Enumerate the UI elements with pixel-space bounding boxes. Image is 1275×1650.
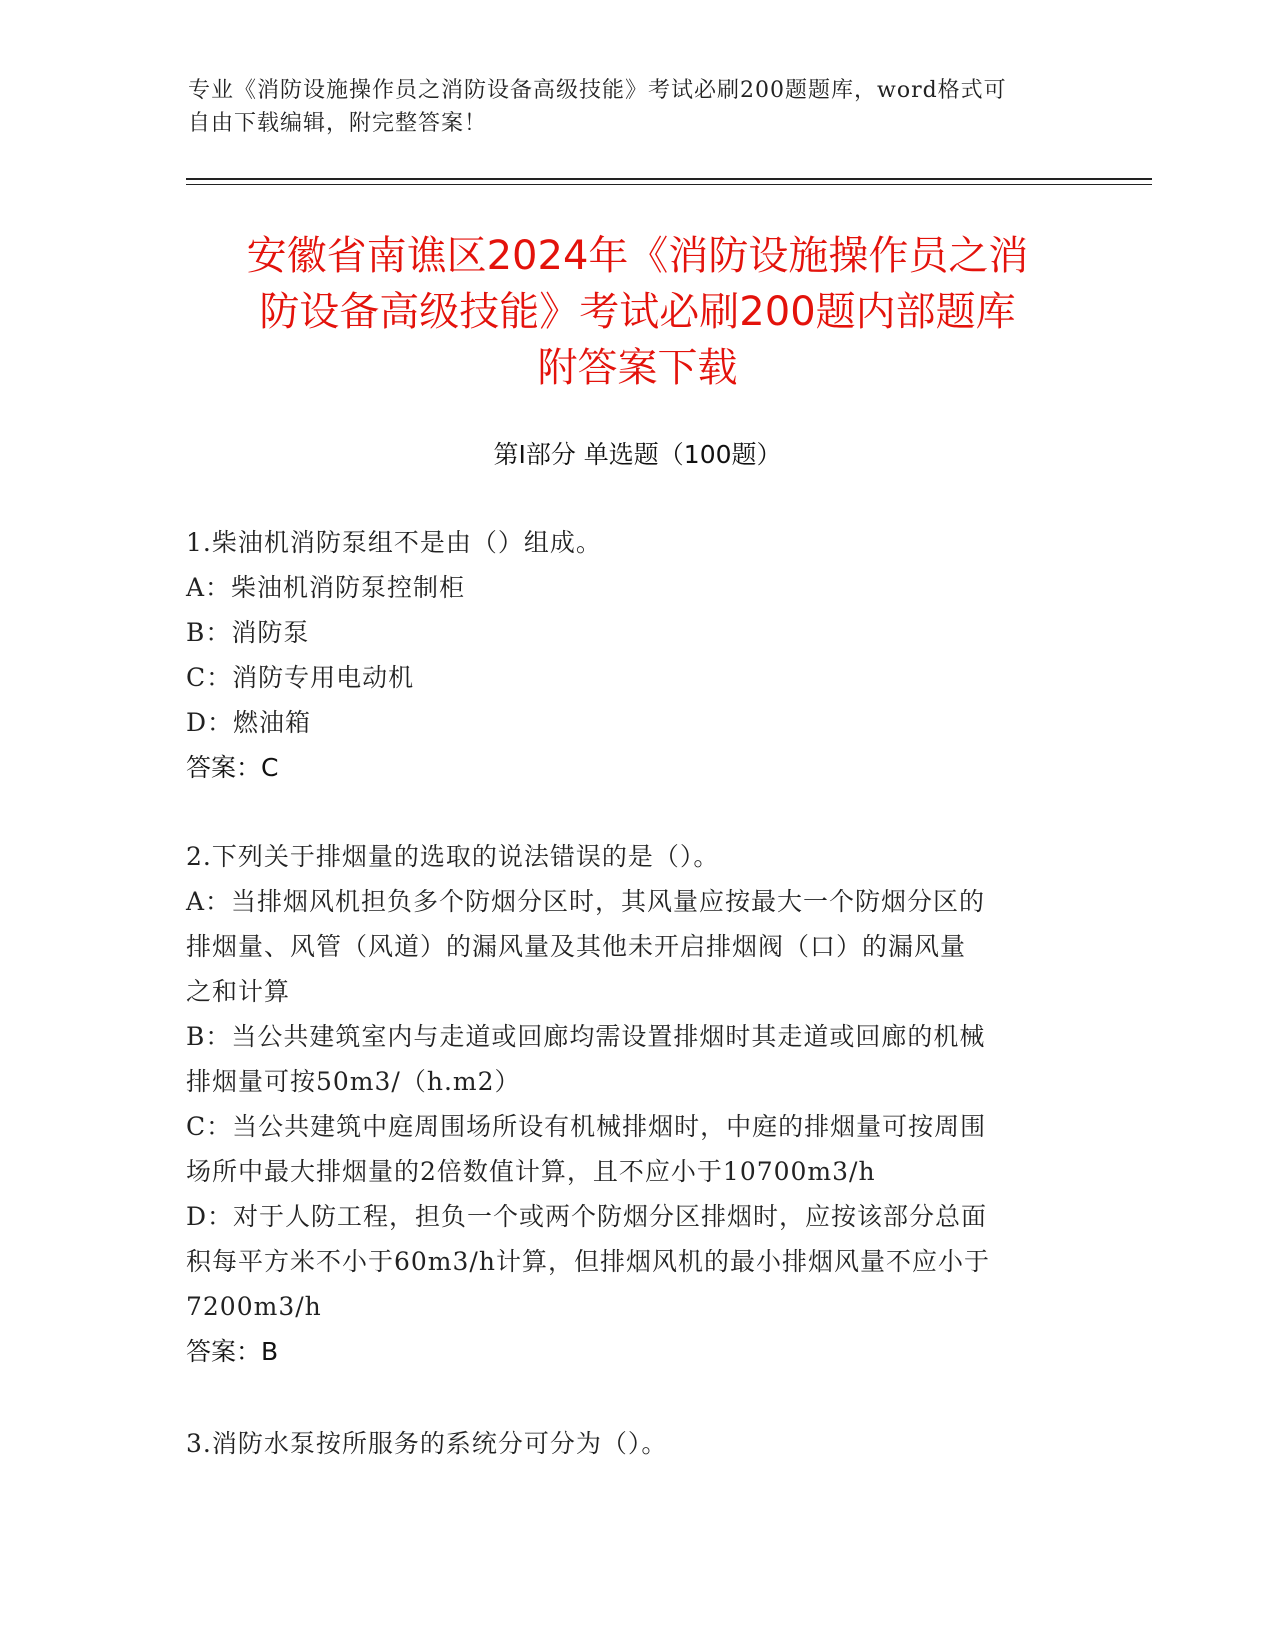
question-option: B：当公共建筑室内与走道或回廊均需设置排烟时其走道或回廊的机械 [186, 1022, 986, 1051]
question-option: C：消防专用电动机 [186, 663, 415, 692]
section-title: 第Ⅰ部分 单选题（100题） [493, 440, 782, 469]
question-option: A：当排烟风机担负多个防烟分区时，其风量应按最大一个防烟分区的 [186, 887, 986, 916]
question-stem: 1.柴油机消防泵组不是由（）组成。 [186, 528, 602, 557]
header-note [188, 74, 1088, 140]
header-divider [186, 178, 1152, 180]
question-option: 积每平方米不小于60m3/h计算，但排烟风机的最小排烟风量不应小于 [186, 1247, 990, 1276]
title-line: 防设备高级技能》考试必刷200题内部题库 [259, 289, 1016, 335]
question-option: D：对于人防工程，担负一个或两个防烟分区排烟时，应按该部分总面 [186, 1202, 988, 1231]
header-divider-thin [186, 184, 1152, 185]
question-answer: 答案：B [186, 1337, 279, 1366]
question-stem: 3.消防水泵按所服务的系统分可分为（）。 [186, 1429, 668, 1458]
question-option: B：消防泵 [186, 618, 310, 647]
question-option: A：柴油机消防泵控制柜 [186, 573, 466, 602]
title-line: 安徽省南谯区2024年《消防设施操作员之消 [246, 233, 1029, 279]
question-option: 排烟量可按50m3/（h.m2） [186, 1067, 521, 1096]
document-title [170, 228, 1105, 396]
question-option: D：燃油箱 [186, 708, 312, 737]
title-line: 附答案下载 [537, 345, 738, 391]
question-answer: 答案：C [186, 753, 279, 782]
question-stem: 2.下列关于排烟量的选取的说法错误的是（）。 [186, 842, 720, 871]
header-note-line: 自由下载编辑，附完整答案！ [188, 111, 488, 136]
question-option: 7200m3/h [186, 1292, 322, 1321]
question-option: 排烟量、风管（风道）的漏风量及其他未开启排烟阀（口）的漏风量 [186, 932, 967, 961]
question-option: C：当公共建筑中庭周围场所设有机械排烟时，中庭的排烟量可按周围 [186, 1112, 987, 1141]
header-note-line: 专业《消防设施操作员之消防设备高级技能》考试必刷200题题库，word格式可 [188, 78, 1007, 103]
question-option: 场所中最大排烟量的2倍数值计算，且不应小于10700m3/h [186, 1157, 876, 1186]
question-option: 之和计算 [186, 977, 291, 1006]
